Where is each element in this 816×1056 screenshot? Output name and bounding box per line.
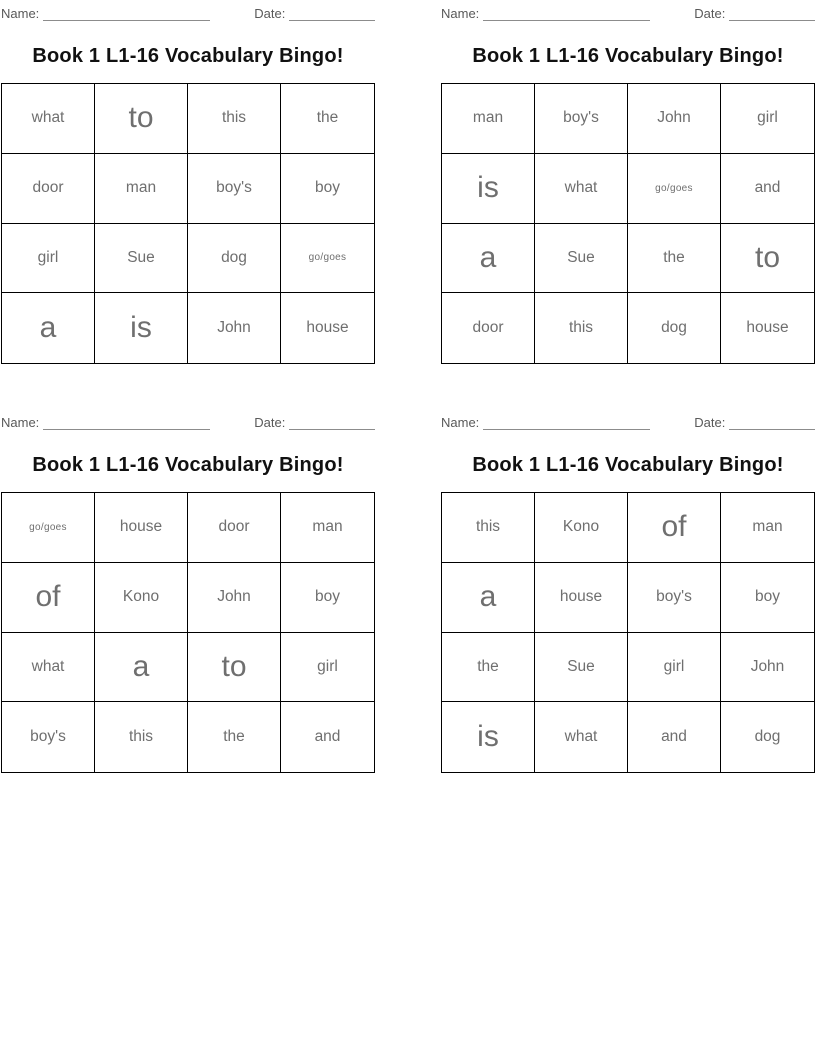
bingo-cell [628, 702, 721, 772]
bingo-cell [442, 493, 535, 563]
cell-word: Kono [122, 588, 160, 606]
cell-word: John [657, 109, 691, 127]
bingo-cell [95, 633, 188, 703]
date-label: Date: [694, 6, 726, 21]
cell-word: what [564, 179, 598, 197]
bingo-cell [535, 224, 628, 294]
name-date-row [441, 414, 815, 430]
cell-word: girl [663, 657, 685, 675]
bingo-cell [281, 493, 374, 563]
cell-word: this [221, 109, 247, 127]
bingo-cell [721, 633, 814, 703]
cell-word: a [39, 311, 57, 345]
name-label: Name: [1, 415, 40, 430]
bingo-cell [95, 493, 188, 563]
cell-word: boy [315, 179, 340, 197]
date-label: Date: [254, 6, 286, 21]
bingo-cell [281, 293, 374, 363]
bingo-card [441, 2, 815, 367]
cell-word: door [472, 319, 504, 337]
cell-word: and [754, 179, 781, 197]
cell-word: the [663, 248, 685, 266]
bingo-cell [442, 702, 535, 772]
bingo-card [1, 2, 375, 367]
cell-word: man [752, 518, 783, 536]
bingo-cell [535, 293, 628, 363]
cell-word: what [31, 109, 65, 127]
bingo-grid [1, 492, 375, 773]
cell-word: to [128, 101, 154, 135]
cell-word: girl [757, 109, 778, 127]
bingo-grid [1, 83, 375, 364]
bingo-cell [188, 293, 281, 363]
cell-word: of [661, 510, 687, 544]
bingo-cell [628, 633, 721, 703]
bingo-cell [95, 154, 188, 224]
cell-word: go/goes [655, 182, 693, 194]
bingo-cell [281, 154, 374, 224]
cell-word: man [312, 518, 343, 536]
bingo-cell [721, 702, 814, 772]
bingo-cell [2, 493, 95, 563]
bingo-cell [95, 224, 188, 294]
bingo-cell [188, 702, 281, 772]
bingo-cell [535, 84, 628, 154]
cell-word: what [564, 728, 598, 746]
date-blank-line [289, 427, 375, 430]
bingo-grid [441, 492, 815, 773]
name-blank-line [43, 427, 210, 430]
bingo-cell [721, 293, 814, 363]
bingo-cell [535, 633, 628, 703]
date-blank-line [729, 427, 815, 430]
bingo-cell [721, 493, 814, 563]
card-title: Book 1 L1-16 Vocabulary Bingo! [472, 45, 784, 67]
cell-word: dog [754, 728, 781, 746]
bingo-cell [281, 633, 374, 703]
bingo-cell [628, 563, 721, 633]
cell-word: what [31, 657, 65, 675]
bingo-cell [535, 702, 628, 772]
bingo-cell [628, 84, 721, 154]
cell-word: this [475, 518, 501, 536]
cell-word: girl [37, 248, 59, 266]
bingo-cell [2, 84, 95, 154]
cell-word: boy's [656, 588, 692, 606]
bingo-cell [442, 84, 535, 154]
cell-word: and [661, 728, 687, 746]
cell-word: to [754, 240, 781, 274]
cell-word: a [479, 580, 497, 614]
cell-word: house [306, 319, 349, 337]
cell-word: the [223, 728, 245, 746]
cell-word: and [314, 728, 341, 746]
bingo-cell [721, 154, 814, 224]
bingo-cell [188, 84, 281, 154]
bingo-cell [2, 154, 95, 224]
cell-word: of [35, 580, 61, 614]
cell-word: the [477, 657, 499, 675]
bingo-cell [188, 493, 281, 563]
cell-word: door [218, 518, 250, 536]
bingo-cell [442, 633, 535, 703]
cell-word: house [746, 319, 789, 337]
bingo-cell [721, 563, 814, 633]
name-date-row [441, 5, 815, 21]
bingo-cell [628, 293, 721, 363]
cell-word: door [32, 179, 64, 197]
bingo-cell [188, 224, 281, 294]
bingo-cell [721, 224, 814, 294]
cell-word: John [750, 657, 785, 675]
bingo-grid [441, 83, 815, 364]
cell-word: the [316, 109, 339, 127]
cell-word: is [477, 720, 499, 754]
bingo-card [1, 411, 375, 776]
cell-word: Sue [127, 248, 155, 266]
cell-word: go/goes [308, 252, 347, 264]
bingo-cell [188, 633, 281, 703]
bingo-cell [281, 702, 374, 772]
name-date-row [1, 5, 375, 21]
bingo-cell [2, 702, 95, 772]
cell-word: this [128, 728, 154, 746]
bingo-card [441, 411, 815, 776]
cell-word: John [217, 588, 251, 606]
date-blank-line [729, 18, 815, 21]
cell-word: girl [317, 657, 338, 675]
bingo-cell [535, 493, 628, 563]
date-label: Date: [694, 415, 726, 430]
bingo-cell [442, 154, 535, 224]
bingo-cell [95, 702, 188, 772]
cell-word: house [559, 588, 603, 606]
bingo-cell [442, 293, 535, 363]
name-date-row [1, 414, 375, 430]
card-title: Book 1 L1-16 Vocabulary Bingo! [472, 454, 784, 476]
bingo-cell [442, 563, 535, 633]
date-label: Date: [254, 415, 286, 430]
cell-word: is [130, 311, 152, 345]
bingo-cell [535, 563, 628, 633]
card-title: Book 1 L1-16 Vocabulary Bingo! [32, 454, 344, 476]
bingo-cell [95, 293, 188, 363]
cell-word: Sue [567, 657, 595, 675]
bingo-cell [281, 563, 374, 633]
bingo-cell [188, 563, 281, 633]
cell-word: go/goes [29, 521, 67, 533]
name-blank-line [483, 427, 650, 430]
cell-word: boy [315, 588, 340, 606]
cell-word: man [472, 109, 504, 127]
cell-word: dog [661, 319, 687, 337]
cell-word: a [132, 649, 150, 683]
bingo-cell [281, 224, 374, 294]
cell-word: a [479, 240, 497, 274]
cell-word: boy's [30, 728, 66, 746]
bingo-cell [2, 563, 95, 633]
name-blank-line [483, 18, 650, 21]
bingo-cell [2, 633, 95, 703]
name-blank-line [43, 18, 210, 21]
bingo-cell [535, 154, 628, 224]
bingo-cell [628, 224, 721, 294]
bingo-cell [628, 493, 721, 563]
name-label: Name: [1, 6, 40, 21]
name-label: Name: [441, 6, 480, 21]
cell-word: boy [755, 588, 780, 606]
bingo-cell [721, 84, 814, 154]
cell-word: Sue [567, 248, 595, 266]
cell-word: is [477, 171, 499, 205]
bingo-cell [628, 154, 721, 224]
cell-word: Kono [562, 518, 600, 536]
cell-word: boy's [563, 109, 599, 127]
cell-word: man [125, 179, 157, 197]
bingo-cell [442, 224, 535, 294]
bingo-cell [188, 154, 281, 224]
cell-word: dog [221, 248, 247, 266]
bingo-cell [95, 563, 188, 633]
cell-word: boy's [216, 179, 252, 197]
cell-word: to [221, 649, 247, 683]
bingo-cell [2, 224, 95, 294]
bingo-cell [2, 293, 95, 363]
bingo-cell [281, 84, 374, 154]
bingo-cell [95, 84, 188, 154]
card-title: Book 1 L1-16 Vocabulary Bingo! [32, 45, 344, 67]
cell-word: this [568, 319, 594, 337]
cell-word: house [119, 518, 163, 536]
name-label: Name: [441, 415, 480, 430]
date-blank-line [289, 18, 375, 21]
cell-word: John [217, 319, 251, 337]
